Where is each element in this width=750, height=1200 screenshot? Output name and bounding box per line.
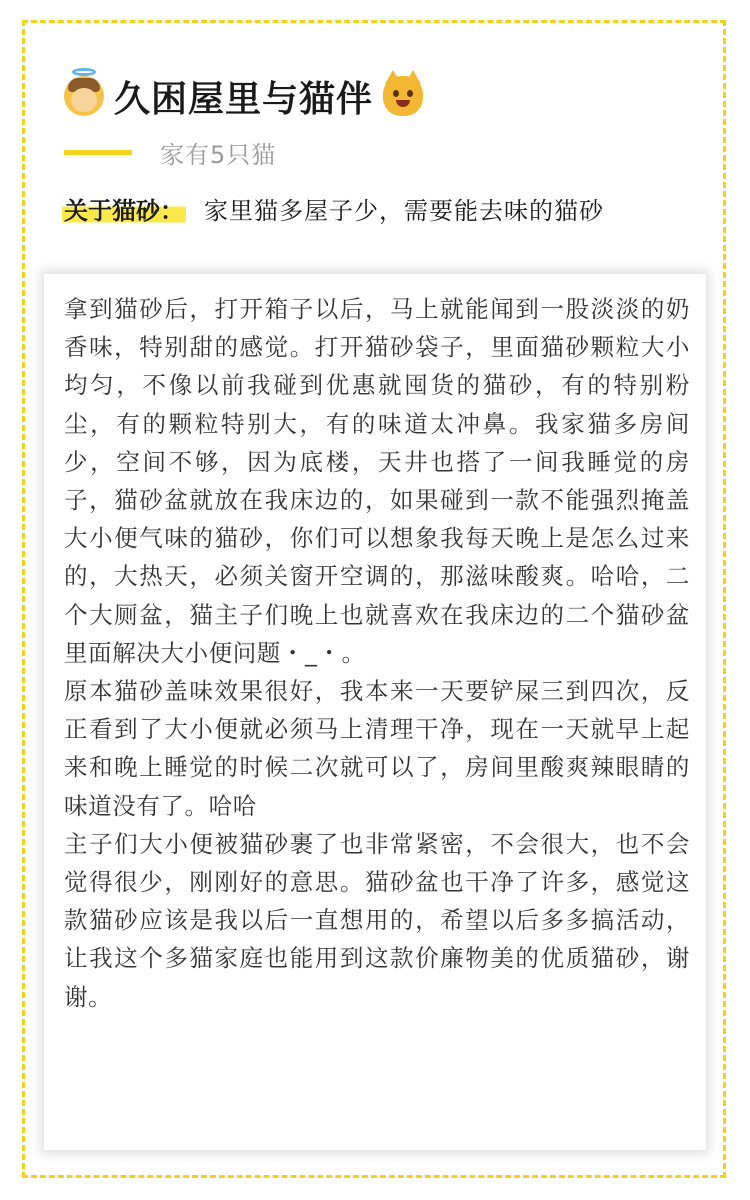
angel-face-icon [64,76,104,116]
subtitle-row [64,134,276,170]
topic-label: 关于猫砂： [62,191,186,226]
page-header [64,70,423,122]
review-card [44,274,706,1150]
smiling-cat-icon [383,76,423,116]
page-title: 久困屋里与猫伴 [114,78,374,120]
review-text [64,290,690,1016]
topic-row [62,186,604,230]
review-paragraph-2: 原本猫砂盖味效果很好，我本来一天要铲屎三到四次，反正看到了大小便就必须马上清理干净，现在一天就早上起来和晚上睡觉的时候二次就可以了，房间里酸爽辣眼睛的味道没有了。哈哈 [64,677,690,820]
topic-value: 家里猫多屋子少，需要能去味的猫砂 [204,196,604,225]
review-paragraph-1: 拿到猫砂后，打开箱子以后，马上就能闻到一股淡淡的奶香味，特别甜的感觉。打开猫砂袋子，里面猫砂颗粒大小均匀，不像以前我碰到优惠就囤货的猫砂，有的特别粉尘，有的颗粒特别大，有的味道太冲鼻。我家猫多房间少，空间不够，因为底楼，天井也搭了一间我睡觉的房子，猫砂盆就放在我床边的，如果碰到一款不能强烈掩盖大小便气味的猫砂，你们可以想象我每天晚上是怎么过来的，大热天，必须关窗开空调的，那滋味酸爽。哈哈，二个大厕盆，猫主子们晚上也就喜欢在我床边的二个猫砂盆里面解决大小便问题・_・。 [64,295,690,667]
subtitle: 家有5只猫 [160,140,277,169]
review-paragraph-3: 主子们大小便被猫砂裹了也非常紧密，不会很大，也不会觉得很少，刚刚好的意思。猫砂盆也干净了许多，感觉这款猫砂应该是我以后一直想用的，希望以后多多搞活动，让我这个多猫家庭也能用到这款价廉物美的优质猫砂，谢谢。 [64,829,690,1011]
accent-bar [64,150,132,155]
